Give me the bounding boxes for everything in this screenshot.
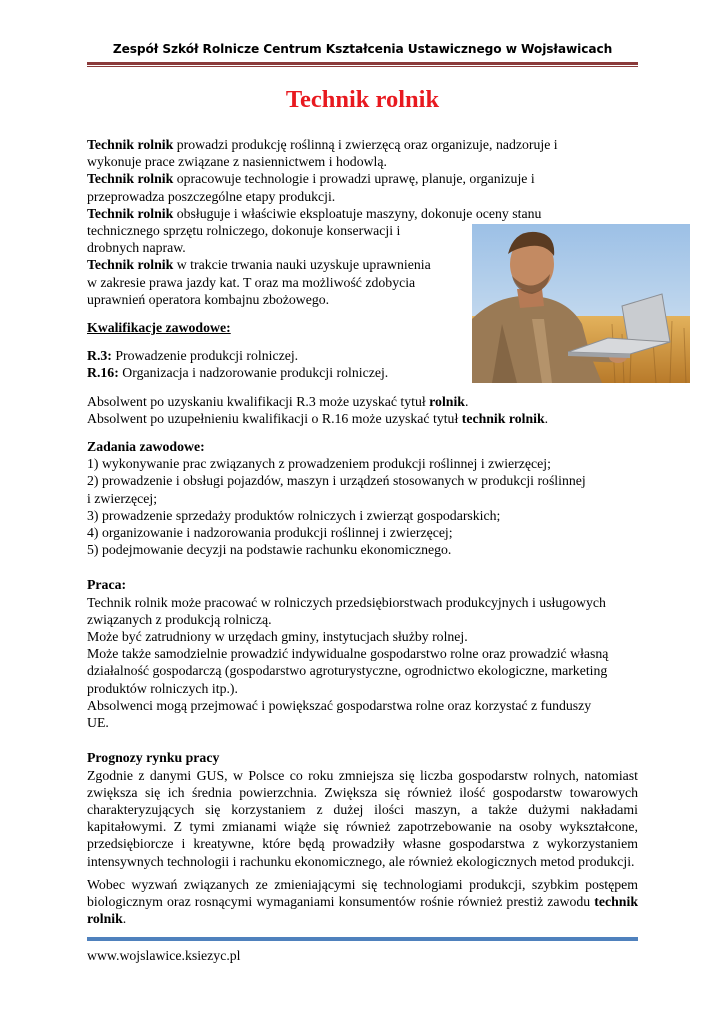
text-line: w zakresie prawa jazdy kat. T oraz ma możliwość zdobycia: [87, 274, 416, 290]
term-bold: Technik rolnik: [87, 205, 174, 221]
qualification-text: Organizacja i nadzorowanie produkcji rolniczej.: [118, 365, 389, 381]
intro-paragraph-4: [87, 256, 638, 273]
text-line: uprawnień operatora kombajnu zbożowego.: [87, 291, 330, 307]
text-line: .: [464, 393, 469, 409]
text-line: prowadzi produkcję roślinną i zwierzęcą oraz organizuje, nadzoruje i: [173, 137, 558, 152]
text-line: technicznego sprzętu rolniczego, dokonuje konserwacji i: [87, 223, 401, 239]
task-item: 2) prowadzenie i obsługi pojazdów, maszyn i urządzeń stosowanych w produkcji roślinnej: [87, 473, 586, 489]
qualification-code: R.3:: [87, 348, 112, 364]
work-line: związanych z produkcją rolniczą.: [87, 611, 272, 627]
term-bold: Technik rolnik: [87, 171, 174, 187]
work-line: produktów rolniczych itp.).: [87, 680, 238, 696]
task-item: 1) wykonywanie prac związanych z prowadzeniem produkcji roślinnej i zwierzęcej;: [87, 456, 551, 472]
text-line: opracowuje technologie i prowadzi uprawę, planuje, organizuje i: [173, 171, 535, 187]
qualifications-heading: Kwalifikacje zawodowe:: [87, 320, 231, 336]
graduate-line: [87, 410, 638, 427]
qualification-code: R.16:: [87, 365, 119, 381]
qualification-item: [87, 364, 638, 381]
page-header: Zespół Szkół Rolnicze Centrum Kształcenia Ustawicznego w Wojsławicach: [112, 42, 613, 56]
work-line: Może także samodzielnie prowadzić indywidualne gospodarstwo rolne oraz prowadzić własną: [87, 646, 609, 662]
task-item: i zwierzęcej;: [87, 490, 158, 506]
page-title: Technik rolnik: [285, 86, 440, 113]
intro-paragraph-3: [87, 205, 638, 222]
work-line: Technik rolnik może pracować w rolniczych przedsiębiorstwach produkcyjnych i usługowych: [87, 594, 606, 610]
work-line: działalność gospodarczą (gospodarstwo agroturystyczne, ogrodnictwo ekologiczne, marketing: [87, 663, 608, 679]
header-divider-thin: [87, 66, 638, 67]
title-bold: technik rolnik: [87, 893, 638, 927]
text-line: wykonuje prace związane z nasiennictwem i hodowlą.: [87, 154, 387, 170]
task-item: 4) organizowanie i nadzorowania produkcji roślinnej i zwierzęcej;: [87, 525, 453, 541]
text-line: Absolwent po uzupełnieniu kwalifikacji o R.16 może uzyskać tytuł: [87, 410, 462, 426]
title-bold: rolnik: [429, 393, 465, 409]
text-line: .: [544, 410, 549, 426]
work-line: UE.: [87, 715, 109, 731]
header-divider: [87, 62, 638, 65]
term-bold: Technik rolnik: [87, 137, 174, 152]
text-line: .: [122, 911, 127, 927]
term-bold: Technik rolnik: [87, 257, 174, 273]
text-line: Wobec wyzwań związanych ze zmieniającymi się technologiami produkcji, szybkim postępem biologicznym oraz rosnącymi wymaganiami konsumentów rośnie również prestiż zawodu: [87, 876, 638, 909]
forecast-heading: Prognozy rynku pracy: [87, 750, 220, 766]
text-line: drobnych napraw.: [87, 240, 186, 256]
intro-paragraph-2: [87, 170, 638, 187]
work-line: Absolwenci mogą przejmować i powiększać gospodarstwa rolne oraz korzystać z funduszy: [87, 697, 592, 713]
work-line: Może być zatrudniony w urzędach gminy, instytucjach służby rolnej.: [87, 629, 468, 645]
text-line: przeprowadza poszczególne etapy produkcji.: [87, 188, 336, 204]
task-item: 3) prowadzenie sprzedaży produktów rolniczych i zwierząt gospodarskich;: [87, 507, 501, 523]
qualification-item: [87, 347, 638, 364]
forecast-paragraph-1: Zgodnie z danymi GUS, w Polsce co roku zmniejsza się liczba gospodarstw rolnych, natomiast zwiększa się ich średnia powierzchnia. Zwiększa się również ilość gospodarstw towarowych charakteryzujących się korzystaniem z dużej ilości maszyn, a także dużymi nakładami kapitałowymi. Z tymi zmianami wiąże się również zapotrzebowanie na osoby wykształcone, przedsiębiorcze i kreatywne, które będą prowadziły własne gospodarstwa z wykorzystaniem intensywnych technologii i rachunku ekonomicznego, ale również ekologicznych metod produkcji.: [87, 767, 638, 869]
text-line: Absolwent po uzyskaniu kwalifikacji R.3 może uzyskać tytuł: [87, 393, 430, 409]
work-heading: Praca:: [87, 577, 127, 593]
task-item: 5) podejmowanie decyzji na podstawie rachunku ekonomicznego.: [87, 542, 452, 558]
title-bold: technik rolnik: [461, 410, 545, 426]
document-body: [87, 136, 638, 927]
text-line: obsługuje i właściwie eksploatuje maszyny, dokonuje oceny stanu: [173, 205, 542, 221]
qualification-text: Prowadzenie produkcji rolniczej.: [111, 348, 299, 364]
text-line: w trakcie trwania nauki uzyskuje uprawnienia: [173, 257, 431, 273]
tasks-heading: Zadania zawodowe:: [87, 439, 205, 455]
footer-divider: [87, 937, 638, 941]
intro-paragraph-1: [87, 136, 638, 153]
footer-url: www.wojslawice.ksiezyc.pl: [87, 948, 241, 963]
graduate-line: [87, 393, 638, 410]
forecast-paragraph-2: [87, 876, 638, 928]
